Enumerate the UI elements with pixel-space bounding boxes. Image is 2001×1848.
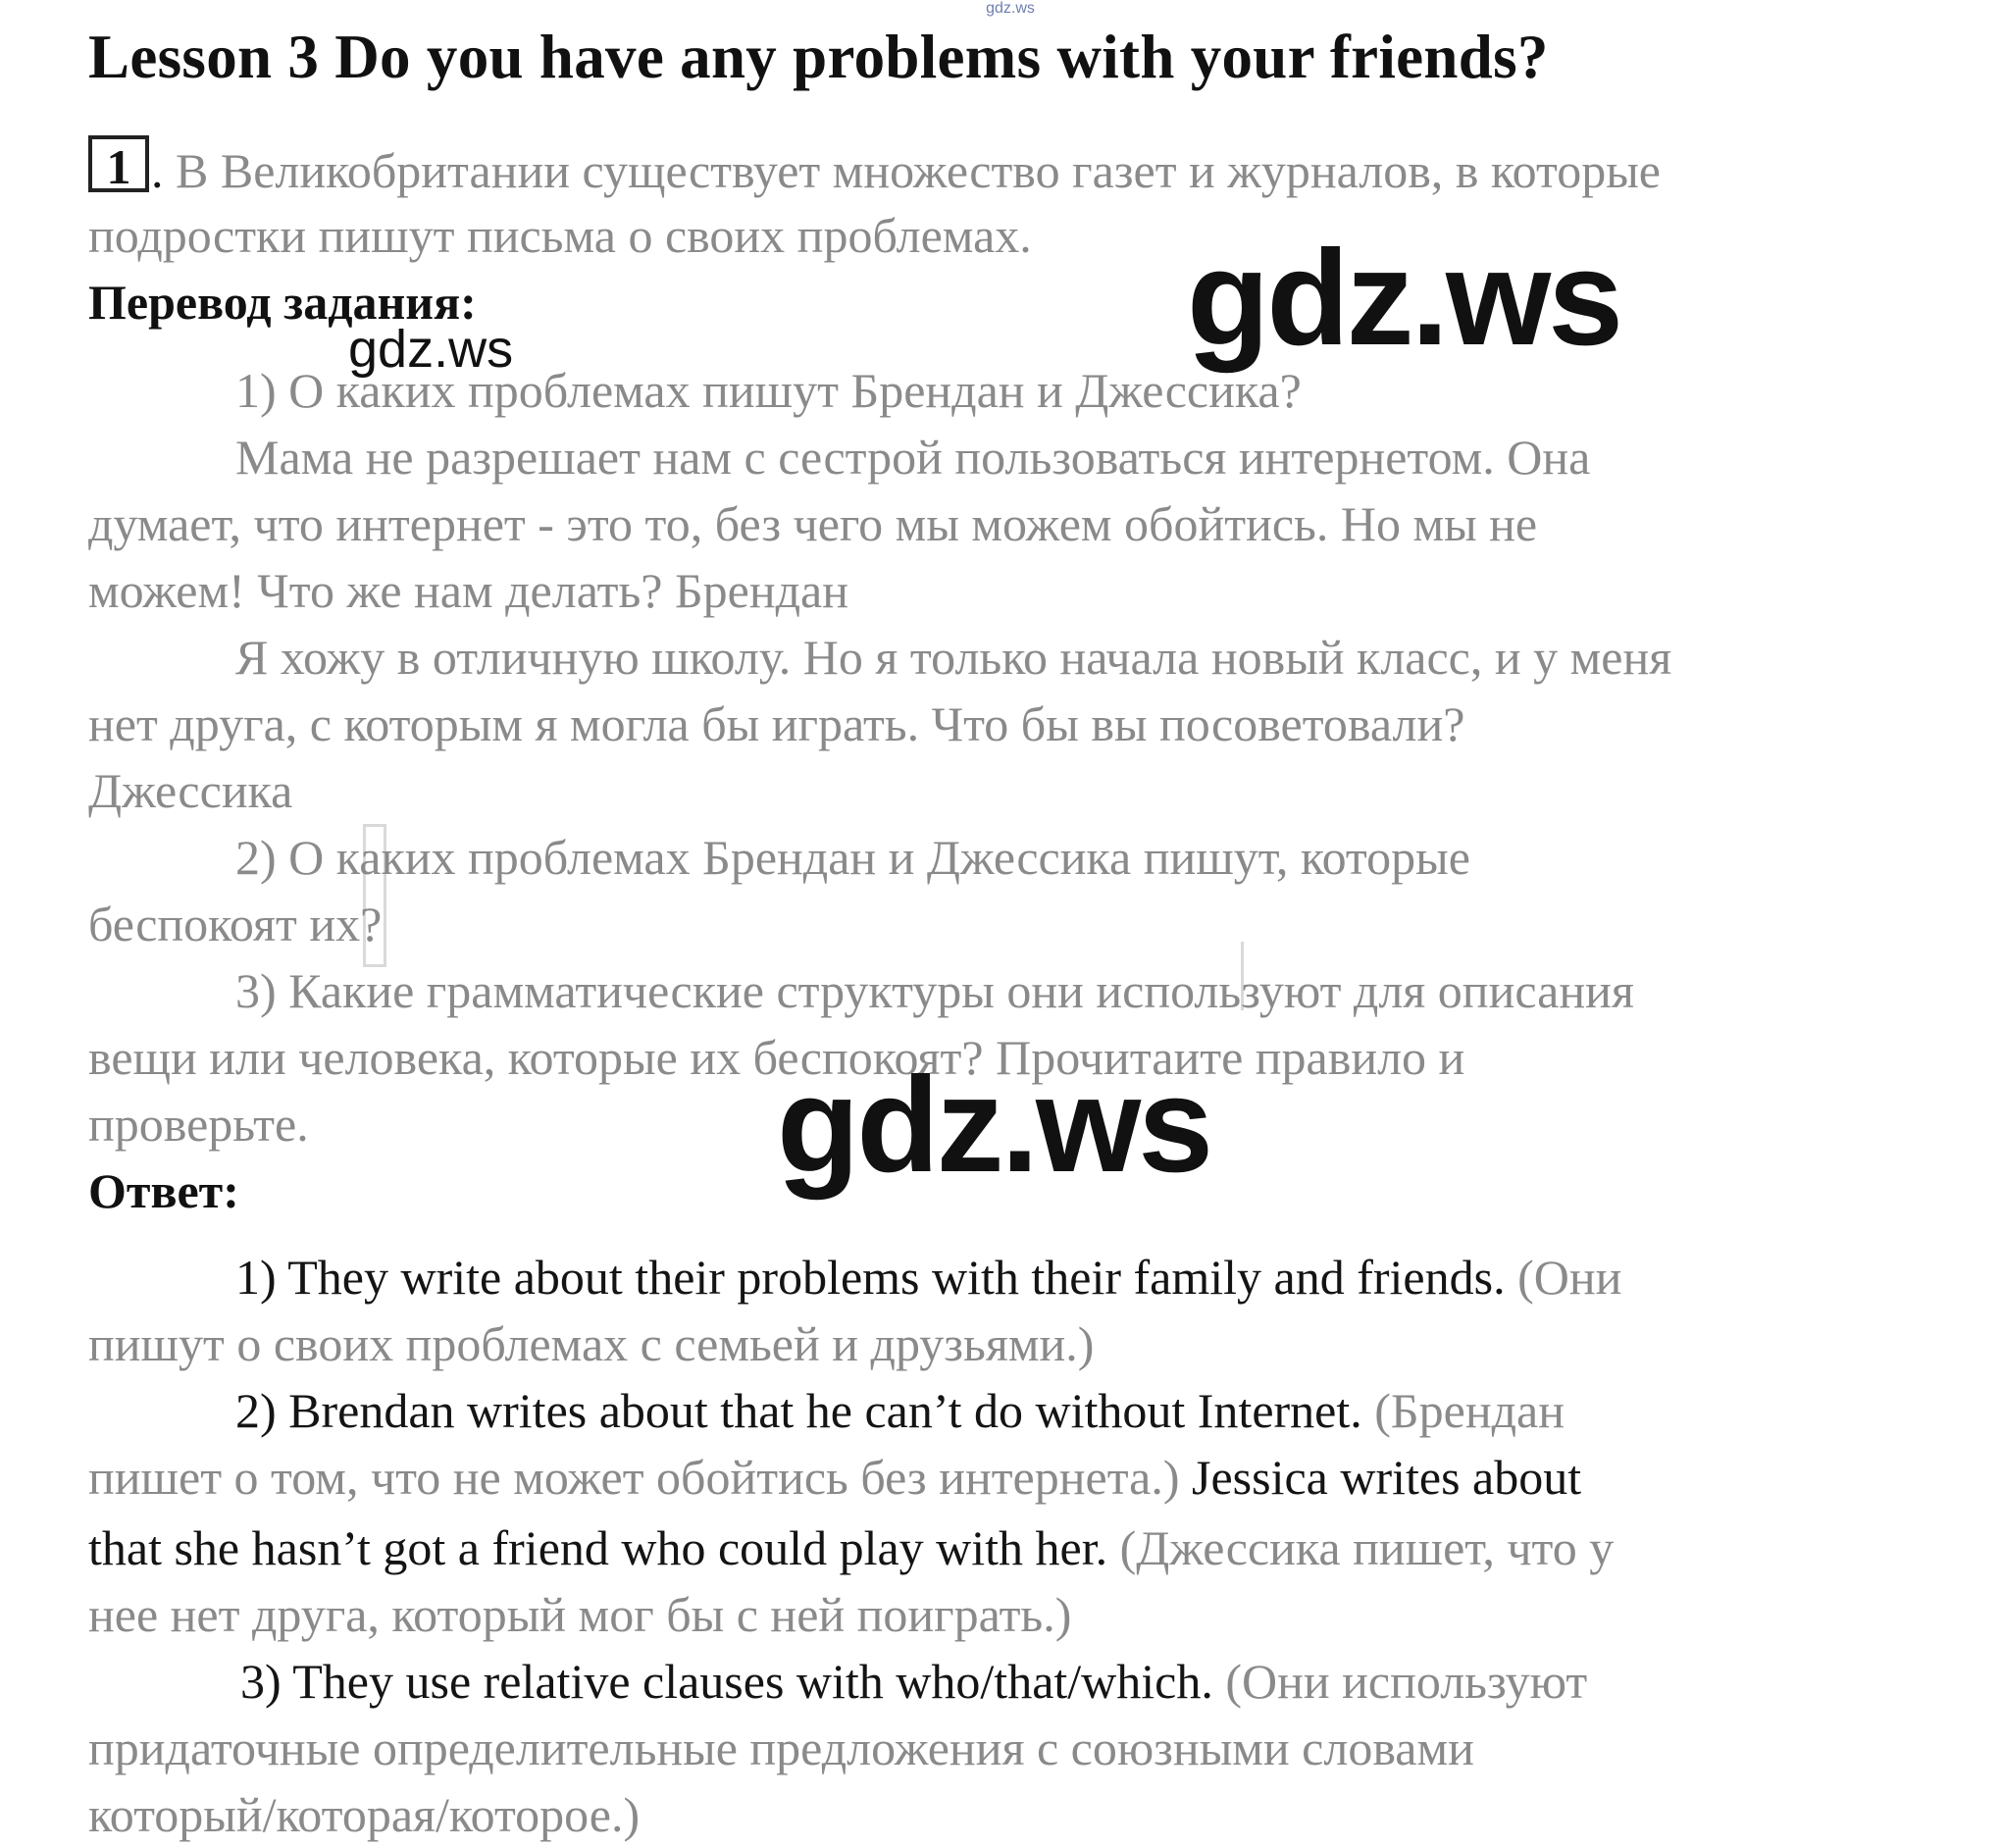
translation-q3-line-3: проверьте. <box>88 1097 309 1152</box>
answer-2-line-4: нее нет друга, который мог бы с ней поиграть.) <box>88 1587 1072 1642</box>
jessica-letter-line-2: нет друга, с которым я могла бы играть. Что бы вы посоветовали? <box>88 696 1465 751</box>
brendan-letter-line-3: можем! Что же нам делать? Брендан <box>88 563 848 618</box>
answer-3-line-3: который/которая/которое.) <box>88 1787 641 1842</box>
task-intro-text-1: В Великобритании существует множество газет и журналов, в которые <box>163 143 1661 198</box>
answer-2-english-3: that she hasn’t got a friend who could play with her. <box>88 1520 1108 1575</box>
top-watermark: gdz.ws <box>986 0 1035 17</box>
answer-2-russian-1: (Брендан <box>1361 1383 1565 1438</box>
answer-3-line-1 <box>240 1648 1587 1715</box>
task-number-box <box>88 135 149 192</box>
answer-2-english: 2) Brendan writes about that he can’t do without Internet. <box>235 1383 1362 1438</box>
answer-1-line-1 <box>235 1244 1621 1310</box>
answer-2-line-1 <box>235 1377 1565 1444</box>
answer-2-russian-3: (Джессика пишет, что у <box>1107 1520 1615 1575</box>
answer-2-line-3 <box>88 1514 1614 1581</box>
answer-2-russian-2: пишет о том, что не может обойтись без интернета.) <box>88 1450 1180 1505</box>
jessica-letter-line-1: Я хожу в отличную школу. Но я только начала новый класс, и у меня <box>235 630 1672 685</box>
lesson-title: Lesson 3 Do you have any problems with your friends? <box>88 23 1549 91</box>
task-intro-line-2: подростки пишут письма о своих проблемах. <box>88 208 1032 263</box>
answer-1-line-2: пишут о своих проблемах с семьей и друзьями.) <box>88 1316 1095 1371</box>
answer-1-english: 1) They write about their problems with their family and friends. <box>235 1250 1506 1305</box>
watermark-large-middle: gdz.ws <box>777 1050 1211 1201</box>
jessica-letter-line-3: Джессика <box>88 763 293 818</box>
translation-q3-line-1: 3) Какие грамматические структуры они используют для описания <box>235 963 1634 1018</box>
translation-q1: 1) О каких проблемах пишут Брендан и Джессика? <box>235 363 1302 418</box>
translation-q2-line-2: беспокоят их? <box>88 897 383 951</box>
brendan-letter-line-1: Мама не разрешает нам с сестрой пользоваться интернетом. Она <box>235 430 1591 485</box>
watermark-large-top: gdz.ws <box>1187 223 1621 374</box>
translation-q2-line-1: 2) О каких проблемах Брендан и Джессика пишут, которые <box>235 830 1470 885</box>
answer-2-line-2 <box>88 1444 1581 1511</box>
brendan-letter-line-2: думает, что интернет - это то, без чего мы можем обойтись. Но мы не <box>88 496 1538 551</box>
watermark-small: gdz.ws <box>348 320 514 379</box>
answer-2-english-2: Jessica writes about <box>1179 1450 1582 1505</box>
translation-heading: Перевод задания: <box>88 275 477 330</box>
task-number-suffix: . <box>151 143 164 198</box>
answer-3-line-2: придаточные определительные предложения с союзными словами <box>88 1720 1474 1775</box>
task-intro-line-1 <box>88 135 1661 204</box>
answer-3-russian-1: (Они используют <box>1212 1654 1588 1709</box>
task-number: 1 <box>106 139 131 194</box>
answer-heading: Ответ: <box>88 1163 239 1218</box>
translation-q3-line-2: вещи или человека, которые их беспокоят? Прочитаите правило и <box>88 1030 1465 1085</box>
answer-3-english: 3) They use relative clauses with who/that/which. <box>240 1654 1213 1709</box>
answer-1-russian-1: (Они <box>1505 1250 1622 1305</box>
